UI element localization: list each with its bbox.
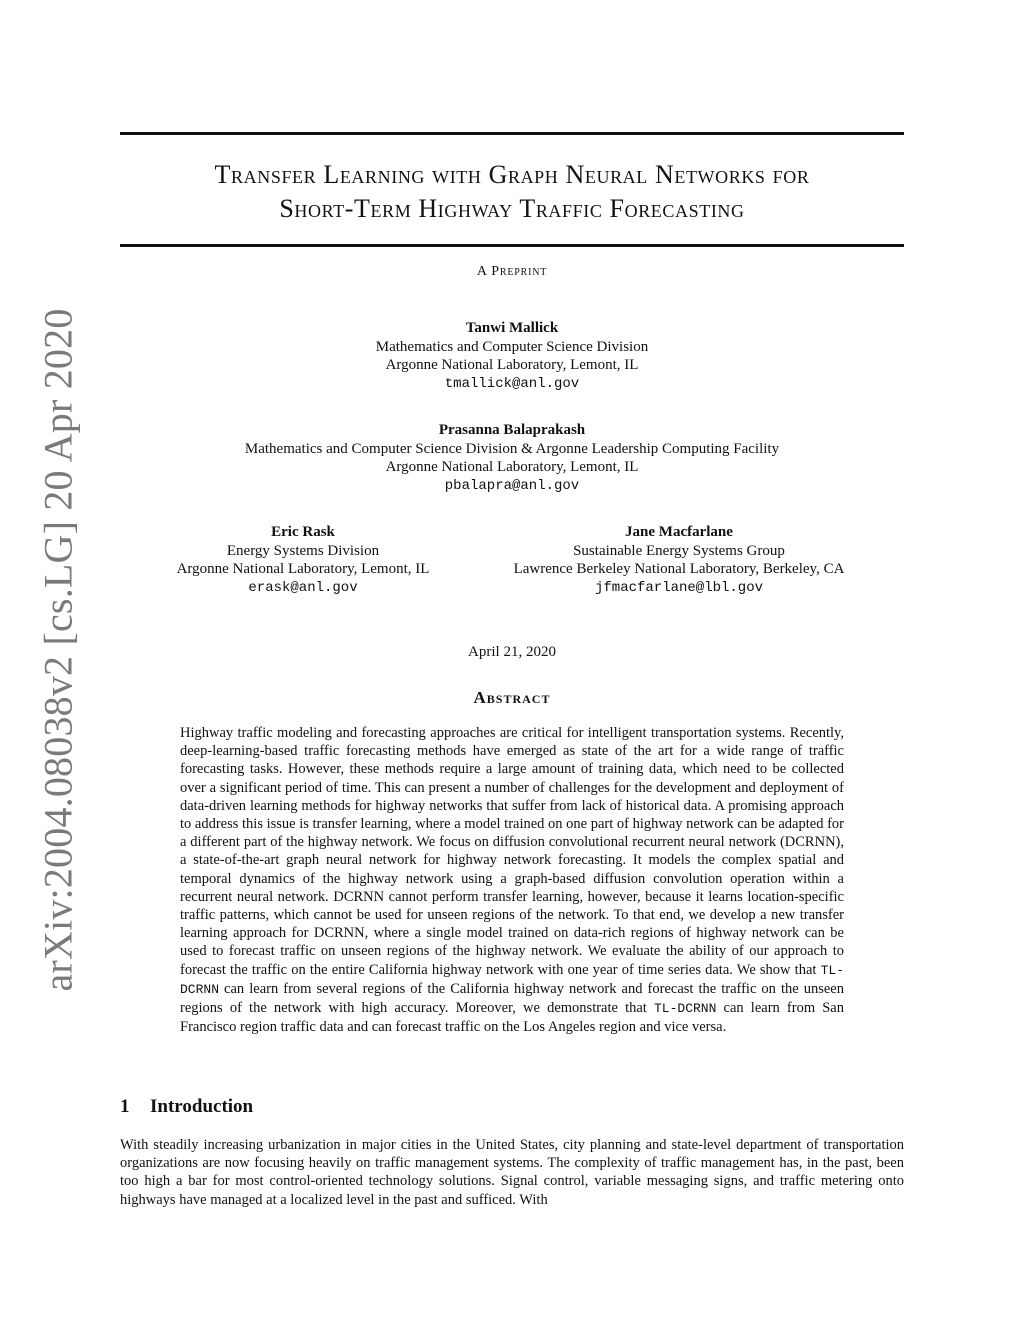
abstract-code-tl-dcrnn: TL-DCRNN xyxy=(653,1001,717,1017)
author-name: Eric Rask xyxy=(271,524,335,540)
arxiv-identifier: arXiv:2004.08038v2 [cs.LG] 20 Apr 2020 xyxy=(35,308,81,992)
author-affiliation: Sustainable Energy Systems Group xyxy=(573,542,785,559)
author-affiliation: Mathematics and Computer Science Division & Argonne Leadership Computing Facility xyxy=(244,440,780,457)
author-block-3 xyxy=(140,523,466,597)
author-email: jfmacfarlane@lbl.gov xyxy=(594,579,764,596)
author-name: Jane Macfarlane xyxy=(625,524,733,540)
introduction-paragraph: With steadily increasing urbanization in major cities in the United States, city planning and state-level department of transportation organizations are now focusing heavily on traffic management systems. The complexity of traffic management has, in the past, been too high a bar for most control-oriented technology solutions. Signal control, variable messaging signs, and traffic metering onto highways have managed at a localized level in the past and sufficed. With xyxy=(120,1137,904,1208)
author-email: pbalapra@anl.gov xyxy=(444,477,580,494)
author-email: erask@anl.gov xyxy=(248,579,358,596)
section-number: 1 xyxy=(120,1096,130,1117)
section-title: Introduction xyxy=(150,1096,254,1117)
author-block-1 xyxy=(120,319,904,393)
author-block-2 xyxy=(120,421,904,495)
preprint-label: A Preprint xyxy=(476,264,548,279)
publication-date: April 21, 2020 xyxy=(468,644,556,660)
author-affiliation: Argonne National Laboratory, Lemont, IL xyxy=(385,459,639,475)
abstract-code-tl-dcrnn: TL-DCRNN xyxy=(180,962,844,997)
title-line-1: Transfer Learning with Graph Neural Networks for xyxy=(214,160,810,189)
abstract-part-1: Highway traffic modeling and forecasting approaches are critical for intelligent transportation systems. Recently, deep-learning-based traffic forecasting methods have emerged as state of the art for a wide range of traffic forecasting tasks. However, these methods require a large amount of training data, which need to be collected over a significant period of time. This can present a number of challenges for the development and deployment of data-driven learning methods for highway networks that suffer from lack of historical data. A promising approach to address this issue is transfer learning, where a model trained on one part of highway network can be adapted for a different part of the highway network. We focus on diffusion convolutional recurrent neural network (DCRNN), a state-of-the-art graph neural network for highway network forecasting. It models the complex spatial and temporal dynamics of the highway network using a graph-based diffusion convolution operation within a recurrent neural network. DCRNN cannot perform transfer learning, however, because it learns location-specific traffic patterns, which cannot be used for unseen regions of the network. To that end, we develop a new transfer learning approach for DCRNN, where a single model trained on data-rich regions of highway network can be used to forecast traffic on unseen regions of the highway network. We evaluate the ability of our approach to forecast the traffic on the entire California highway network with one year of time series data. We show that xyxy=(180,725,844,978)
section-heading-introduction xyxy=(120,1096,253,1118)
author-affiliation: Argonne National Laboratory, Lemont, IL xyxy=(176,561,430,577)
title-line-2: Short-Term Highway Traffic Forecasting xyxy=(279,194,745,223)
author-affiliation: Energy Systems Division xyxy=(226,542,380,559)
author-block-4 xyxy=(478,523,880,597)
author-name: Prasanna Balaprakash xyxy=(438,422,586,438)
title-top-rule xyxy=(120,132,904,135)
author-email: tmallick@anl.gov xyxy=(444,375,580,392)
author-affiliation: Mathematics and Computer Science Division xyxy=(375,338,649,355)
author-affiliation: Lawrence Berkeley National Laboratory, Berkeley, CA xyxy=(513,561,845,577)
paper-title xyxy=(120,158,904,226)
title-bottom-rule xyxy=(120,244,904,247)
author-affiliation: Argonne National Laboratory, Lemont, IL xyxy=(385,357,639,373)
abstract-heading: Abstract xyxy=(473,688,551,707)
abstract-part-2: can learn from several regions of the California highway network and forecast the traffic on the unseen regions of the network with high accuracy. Moreover, we demonstrate that xyxy=(180,980,844,1017)
author-name: Tanwi Mallick xyxy=(465,320,559,336)
abstract-part-3: can learn from San Francisco region traffic data and can forecast traffic on the Los Angeles region and vice versa. xyxy=(180,1000,844,1036)
abstract-text xyxy=(180,724,844,1036)
